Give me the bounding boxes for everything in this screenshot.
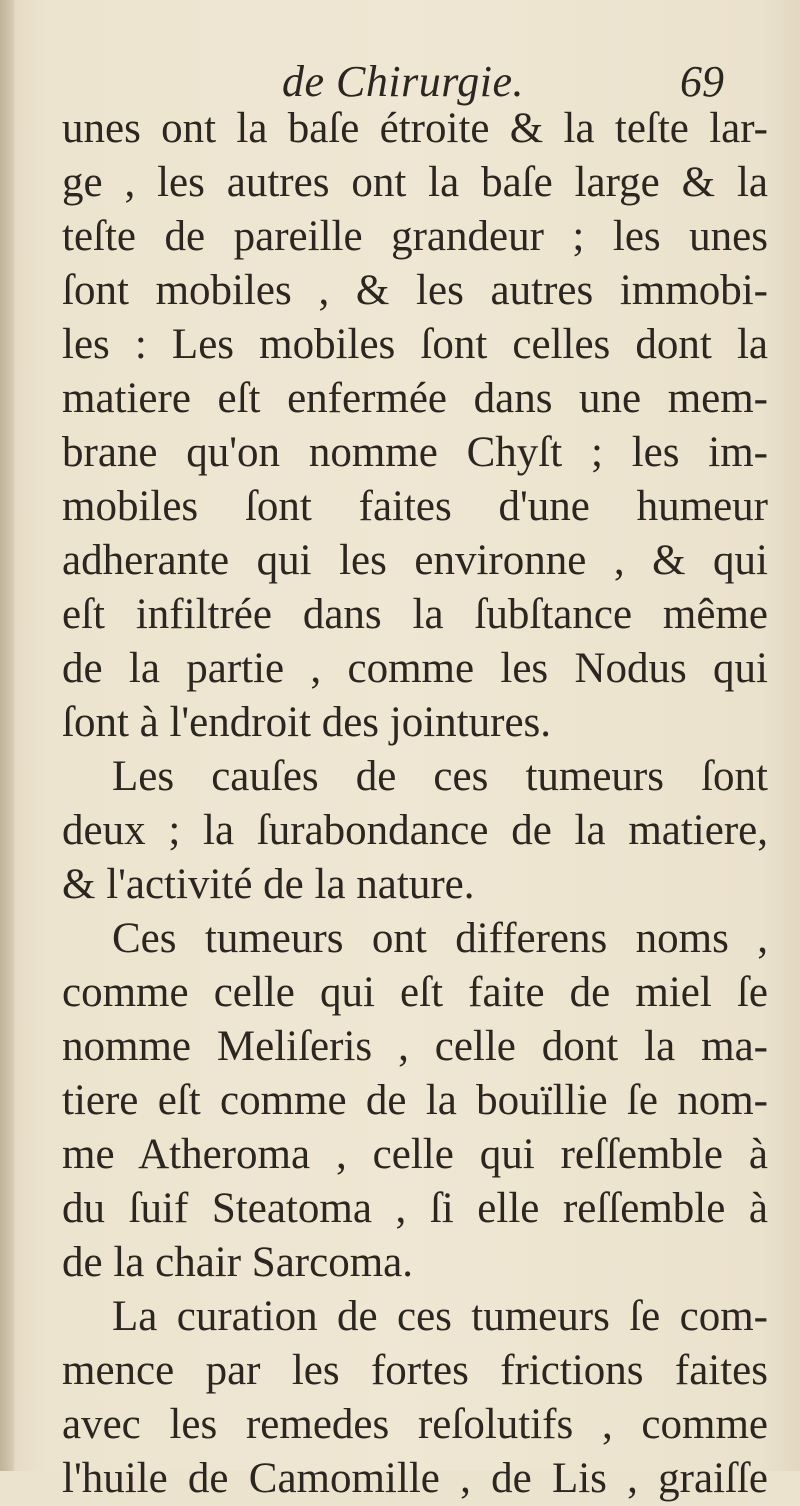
text-line: mobiles ſont faites d'une humeur xyxy=(62,483,768,530)
page-edge xyxy=(0,0,14,1471)
paragraph-end-line: ſont à l'endroit des jointures. xyxy=(62,699,552,746)
paragraph-start-line: La curation de ces tumeurs ſe com- xyxy=(112,1293,768,1340)
text-line: du ſuif Steatoma , ſi elle reſſemble à xyxy=(62,1185,768,1232)
paragraph-start-line: Ces tumeurs ont differens noms , xyxy=(112,915,768,962)
body-text xyxy=(62,102,768,1506)
text-line: les : Les mobiles ſont celles dont la xyxy=(62,321,768,368)
paragraph-end-line: & l'activité de la nature. xyxy=(62,861,475,908)
text-line: comme celle qui eſt faite de miel ſe xyxy=(62,969,768,1016)
text-line: brane qu'on nomme Chyſt ; les im- xyxy=(62,429,768,476)
page-number: 69 xyxy=(680,57,724,106)
running-title: de Chirurgie. xyxy=(282,57,524,106)
text-line: unes ont la baſe étroite & la teſte lar- xyxy=(62,105,768,152)
paragraph-end-line: de la chair Sarcoma. xyxy=(62,1239,413,1286)
text-line: tiere eſt comme de la bouïllie ſe nom- xyxy=(62,1077,768,1124)
text-line: nomme Meliſeris , celle dont la ma- xyxy=(62,1023,768,1070)
text-line: ſont mobiles , & les autres immobi- xyxy=(62,267,768,314)
text-line: mence par les fortes frictions faites xyxy=(62,1347,768,1394)
text-line: l'huile de Camomille , de Lis , graiſſe xyxy=(62,1455,768,1502)
text-line: avec les remedes reſolutifs , comme xyxy=(62,1401,768,1448)
text-line: me Atheroma , celle qui reſſemble à xyxy=(62,1131,768,1178)
text-line: matiere eſt enfermée dans une mem- xyxy=(62,375,768,422)
text-line: adherante qui les environne , & qui xyxy=(62,537,768,584)
paragraph-start-line: Les cauſes de ces tumeurs ſont xyxy=(112,753,768,800)
text-line: de la partie , comme les Nodus qui xyxy=(62,645,768,692)
text-line: teſte de pareille grandeur ; les unes xyxy=(62,213,768,260)
text-line: ge , les autres ont la baſe large & la xyxy=(62,159,768,206)
text-line: eſt infiltrée dans la ſubſtance même xyxy=(62,591,768,638)
text-line: deux ; la ſurabondance de la matiere, xyxy=(62,807,768,854)
